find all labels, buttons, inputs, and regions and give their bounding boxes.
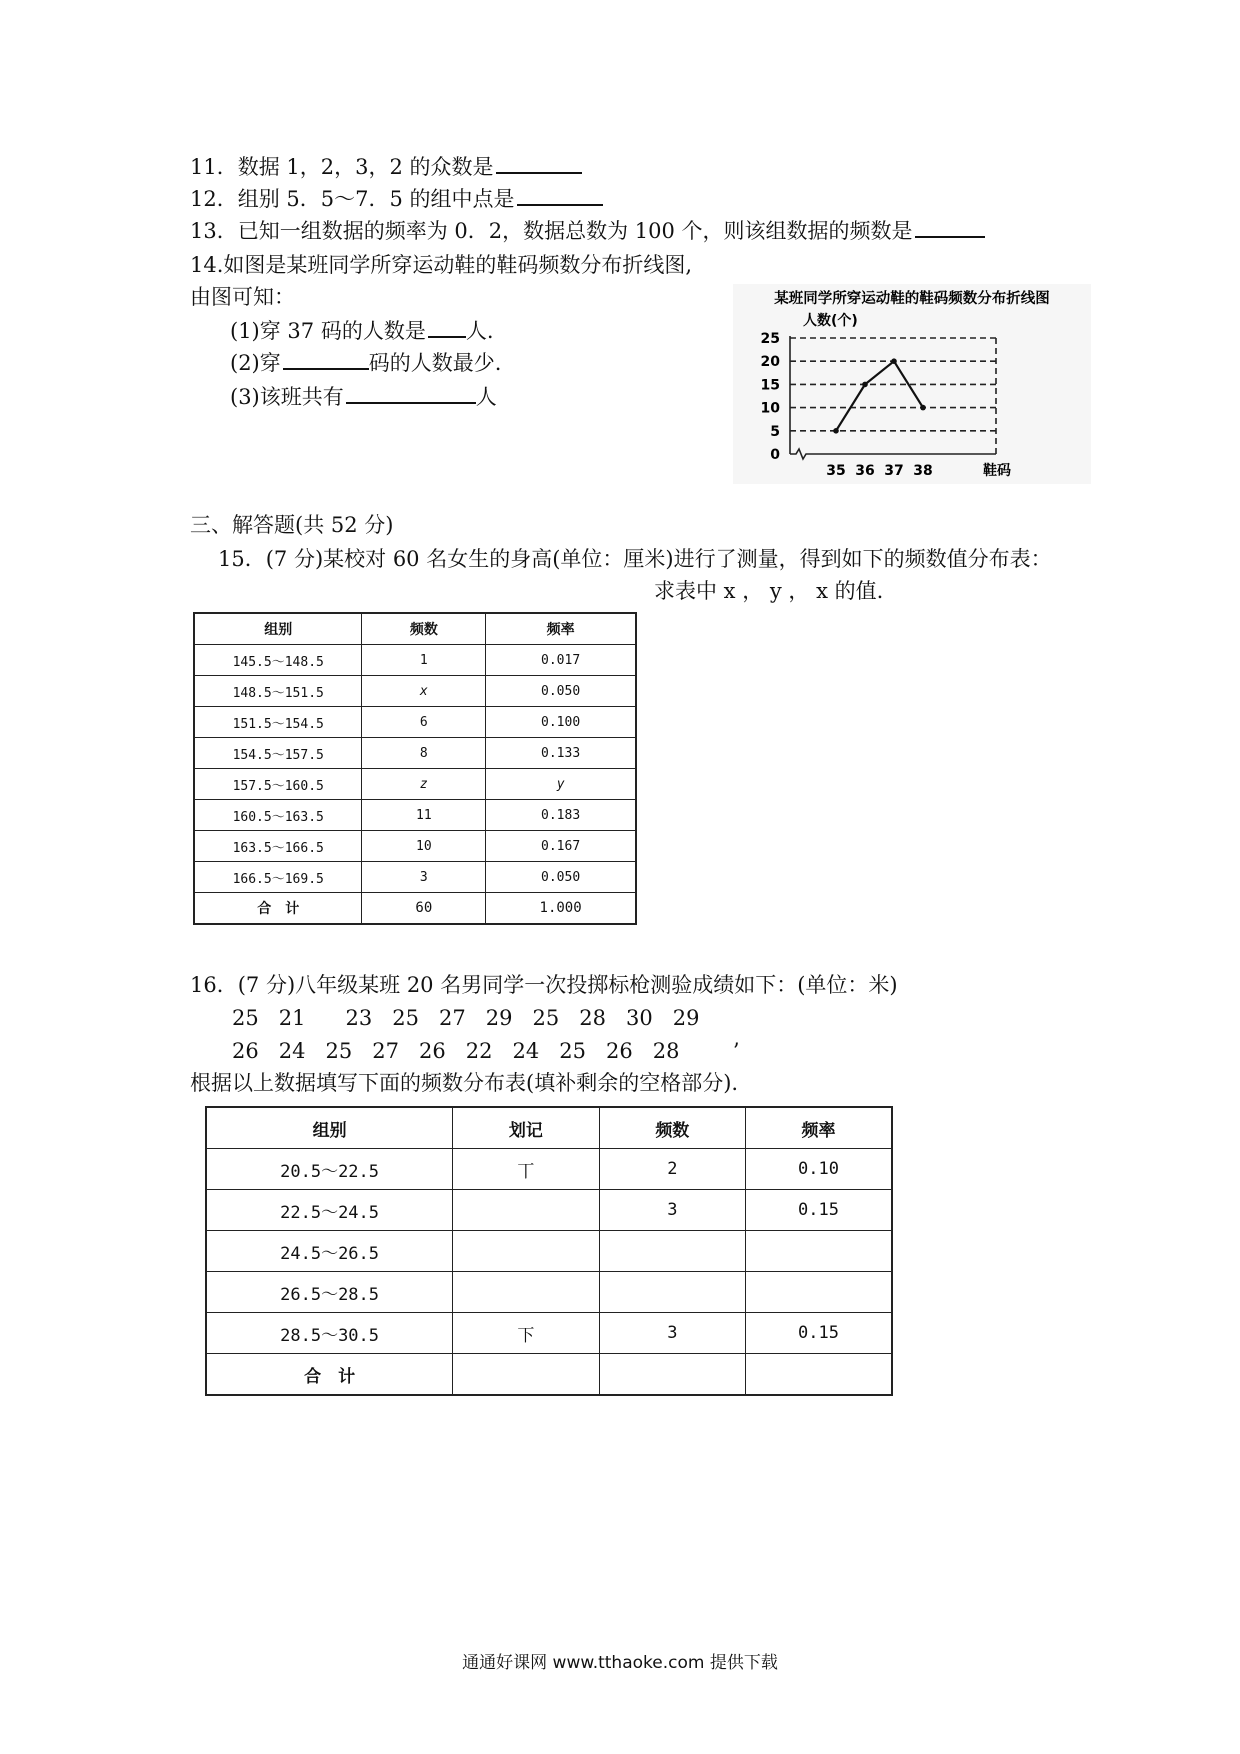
chart-plot-area	[761, 331, 996, 479]
answer-blank-11	[496, 154, 582, 174]
chart-x-tick-label: 35	[826, 463, 846, 479]
cell-tally[interactable]	[453, 1272, 599, 1313]
question-14-part-3	[230, 384, 497, 410]
table-row	[206, 1190, 892, 1231]
table-row	[194, 676, 636, 707]
cell-count: 3	[599, 1313, 745, 1354]
chart-data-point	[891, 358, 897, 364]
answer-blank-14-1	[428, 318, 466, 338]
question-16-data-row-1: 25 21 23 25 27 29 25 28 30 29	[232, 1006, 700, 1030]
part-3-unit: 人	[475, 385, 497, 409]
cell-tally: 下	[453, 1313, 599, 1354]
part-2-text: (2)穿	[230, 351, 281, 375]
header-frequency-count: 频数	[599, 1107, 745, 1149]
cell-total-rate[interactable]	[746, 1354, 892, 1396]
question-16-instruction: 根据以上数据填写下面的频数分布表(填补剩余的空格部分).	[190, 1071, 739, 1095]
cell-group: 160.5～163.5	[194, 800, 362, 831]
height-frequency-table	[193, 612, 637, 925]
table-row	[194, 831, 636, 862]
question-16: 16．(7 分)八年级某班 20 名男同学一次投掷标枪测验成绩如下：(单位：米)	[190, 973, 898, 997]
question-16-data-row-2: 26 24 25 27 26 22 24 25 26 28 ’	[232, 1039, 740, 1063]
cell-group: 166.5～169.5	[194, 862, 362, 893]
chart-title: 某班同学所穿运动鞋的鞋码频数分布折线图	[774, 291, 1050, 307]
cell-count: 2	[599, 1149, 745, 1190]
chart-x-axis-label: 鞋码	[983, 463, 1011, 479]
chart-y-tick-label: 0	[770, 447, 780, 463]
table-header-row	[194, 613, 636, 645]
question-12	[190, 186, 603, 212]
cell-count[interactable]	[599, 1231, 745, 1272]
cell-rate: 0.133	[486, 738, 636, 769]
cell-rate: 0.167	[486, 831, 636, 862]
cell-count: 11	[362, 800, 486, 831]
header-group: 组别	[206, 1107, 453, 1149]
chart-x-axis	[790, 449, 996, 459]
cell-group: 145.5～148.5	[194, 645, 362, 676]
chart-x-tick-label: 36	[855, 463, 875, 479]
answer-blank-14-3	[346, 384, 476, 404]
question-14: 14.如图是某班同学所穿运动鞋的鞋码频数分布折线图,	[190, 253, 693, 277]
chart-x-tick-label: 38	[913, 463, 933, 479]
table-total-row	[194, 893, 636, 925]
question-12-text: 12．组别 5．5～7．5 的组中点是	[190, 187, 515, 211]
chart-svg	[733, 284, 1091, 484]
table-total-row	[206, 1354, 892, 1396]
cell-count[interactable]	[599, 1272, 745, 1313]
chart-x-tick-label: 37	[884, 463, 904, 479]
chart-y-tick-label: 15	[760, 377, 780, 394]
cell-total-label: 合 计	[206, 1354, 453, 1396]
table-row	[194, 862, 636, 893]
cell-group: 22.5～24.5	[206, 1190, 453, 1231]
cell-group: 148.5～151.5	[194, 676, 362, 707]
cell-tally: 丅	[453, 1149, 599, 1190]
cell-group: 157.5～160.5	[194, 769, 362, 800]
cell-rate[interactable]	[746, 1231, 892, 1272]
question-14-part-2	[230, 350, 501, 376]
part-3-text: (3)该班共有	[230, 385, 344, 409]
cell-group: 163.5～166.5	[194, 831, 362, 862]
question-11-text: 11．数据 1，2，3，2 的众数是	[190, 155, 494, 179]
page-footer: 通通好课网 www.tthaoke.com 提供下载	[462, 1653, 778, 1673]
cell-total-count[interactable]	[599, 1354, 745, 1396]
chart-data-point	[862, 382, 868, 388]
cell-count: 3	[362, 862, 486, 893]
table-row	[194, 707, 636, 738]
cell-group: 28.5～30.5	[206, 1313, 453, 1354]
table-header-row	[206, 1107, 892, 1149]
table-row	[194, 645, 636, 676]
javelin-frequency-table	[205, 1106, 893, 1396]
chart-y-tick-label: 5	[770, 423, 780, 440]
question-13	[190, 218, 985, 244]
question-15: 15．(7 分)某校对 60 名女生的身高(单位：厘米)进行了测量，得到如下的频数值分布表：	[218, 547, 1052, 571]
cell-count: x	[362, 676, 486, 707]
question-11	[190, 154, 582, 180]
chart-data-point	[833, 428, 839, 434]
cell-rate: 0.183	[486, 800, 636, 831]
cell-group: 20.5～22.5	[206, 1149, 453, 1190]
part-1-unit: 人.	[465, 319, 494, 343]
cell-count: z	[362, 769, 486, 800]
cell-total-tally[interactable]	[453, 1354, 599, 1396]
cell-total-rate: 1.000	[486, 893, 636, 925]
table-row	[194, 738, 636, 769]
chart-y-axis-label: 人数(个)	[803, 313, 858, 329]
cell-rate: 0.10	[746, 1149, 892, 1190]
cell-rate: 0.100	[486, 707, 636, 738]
chart-y-tick-label: 10	[760, 400, 780, 417]
table-row	[194, 800, 636, 831]
cell-count: 10	[362, 831, 486, 862]
header-frequency-rate: 频率	[486, 613, 636, 645]
chart-y-tick-label: 20	[760, 354, 780, 371]
cell-count: 6	[362, 707, 486, 738]
cell-rate: 0.15	[746, 1190, 892, 1231]
cell-group: 26.5～28.5	[206, 1272, 453, 1313]
cell-rate: y	[486, 769, 636, 800]
table-row	[206, 1272, 892, 1313]
part-1-text: (1)穿 37 码的人数是	[230, 319, 426, 343]
answer-blank-13	[915, 218, 985, 238]
shoe-size-line-chart	[733, 284, 1091, 484]
header-frequency-rate: 频率	[746, 1107, 892, 1149]
cell-total-label: 合 计	[194, 893, 362, 925]
cell-rate: 0.050	[486, 676, 636, 707]
cell-rate[interactable]	[746, 1272, 892, 1313]
answer-blank-14-2	[283, 350, 369, 370]
header-tally: 划记	[453, 1107, 599, 1149]
table-row	[206, 1313, 892, 1354]
cell-tally[interactable]	[453, 1231, 599, 1272]
cell-group: 24.5～26.5	[206, 1231, 453, 1272]
cell-count: 8	[362, 738, 486, 769]
question-14-intro: 由图可知：	[190, 285, 295, 309]
cell-count: 3	[599, 1190, 745, 1231]
question-13-text: 13．已知一组数据的频率为 0．2，数据总数为 100 个，则该组数据的频数是	[190, 219, 913, 243]
table-row	[206, 1149, 892, 1190]
cell-group: 151.5～154.5	[194, 707, 362, 738]
cell-count: 1	[362, 645, 486, 676]
chart-data-point	[920, 405, 926, 411]
chart-series-line	[836, 361, 923, 431]
section-3-heading: 三、解答题(共 52 分)	[190, 513, 394, 537]
cell-rate: 0.15	[746, 1313, 892, 1354]
question-14-part-1	[230, 318, 494, 344]
cell-rate: 0.017	[486, 645, 636, 676]
header-frequency-count: 频数	[362, 613, 486, 645]
cell-tally[interactable]	[453, 1190, 599, 1231]
cell-total-count: 60	[362, 893, 486, 925]
table-row	[194, 769, 636, 800]
part-2-tail: 码的人数最少.	[368, 351, 502, 375]
cell-rate: 0.050	[486, 862, 636, 893]
question-15-ask: 求表中 x ， y ， x 的值.	[654, 579, 884, 603]
table-row	[206, 1231, 892, 1272]
answer-blank-12	[517, 186, 603, 206]
chart-y-tick-label: 25	[760, 331, 780, 347]
header-group: 组别	[194, 613, 362, 645]
cell-group: 154.5～157.5	[194, 738, 362, 769]
